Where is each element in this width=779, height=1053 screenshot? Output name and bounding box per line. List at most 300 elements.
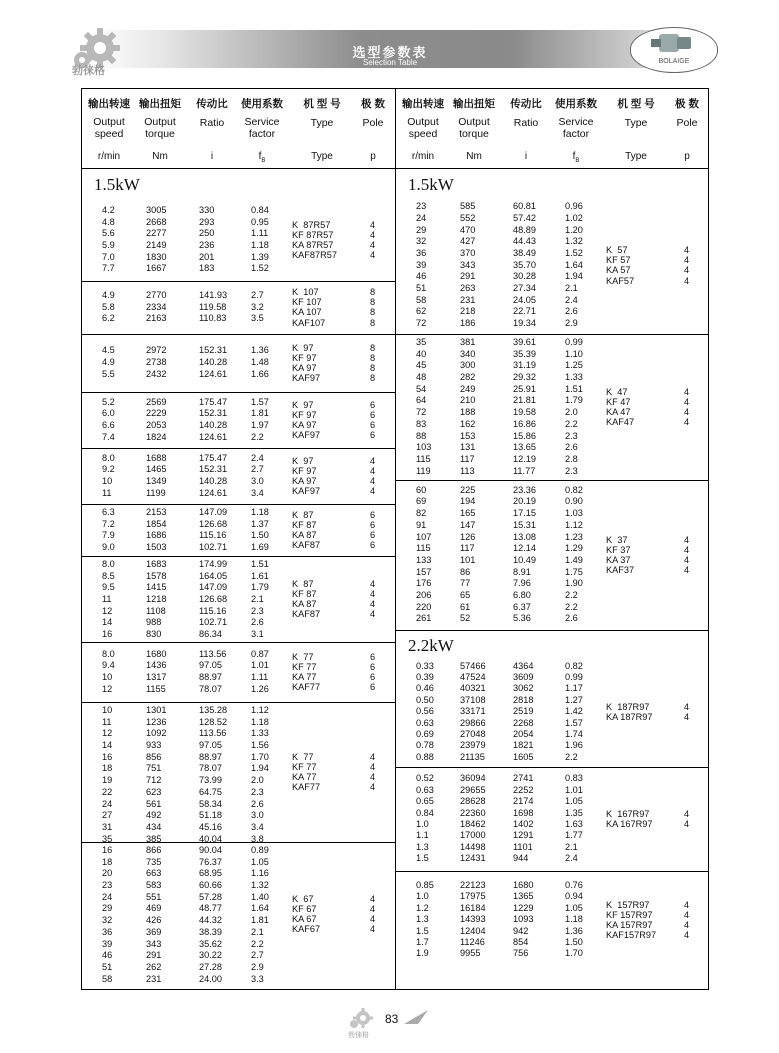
cell-ratio: 7.96 bbox=[513, 578, 531, 589]
cell-speed: 69 bbox=[416, 496, 427, 507]
table-row bbox=[396, 466, 709, 478]
cell-torque: 17975 bbox=[460, 891, 486, 902]
type-row bbox=[606, 276, 706, 286]
type-row bbox=[292, 456, 392, 466]
cell-speed: 7.7 bbox=[102, 263, 115, 274]
type-pole: 8 bbox=[370, 307, 376, 318]
cell-speed: 24 bbox=[102, 798, 113, 809]
cell-torque: 1688 bbox=[146, 452, 167, 463]
cell-torque: 17000 bbox=[460, 830, 486, 841]
cell-torque: 300 bbox=[460, 360, 476, 371]
cell-ratio: 152.31 bbox=[199, 345, 228, 356]
cell-factor: 2.2 bbox=[251, 938, 264, 949]
cell-torque: 1317 bbox=[146, 671, 167, 682]
group-types bbox=[606, 535, 706, 576]
cell-torque: 14498 bbox=[460, 841, 486, 852]
cell-factor: 0.87 bbox=[251, 648, 269, 659]
cell-ratio: 19.34 bbox=[513, 318, 536, 329]
cell-torque: 1155 bbox=[146, 683, 166, 694]
hdr-zh-factor: 使用系数 bbox=[241, 98, 283, 110]
cell-torque: 343 bbox=[460, 259, 476, 270]
cell-factor: 1.39 bbox=[251, 251, 269, 262]
type-pole: 4 bbox=[684, 396, 690, 407]
cell-speed: 0.39 bbox=[416, 672, 434, 683]
cell-torque: 3005 bbox=[146, 204, 167, 215]
cell-torque: 263 bbox=[460, 282, 476, 293]
table-row bbox=[396, 508, 709, 520]
type-pole: 4 bbox=[370, 475, 376, 486]
group-types bbox=[292, 287, 392, 328]
type-row bbox=[606, 930, 706, 940]
group-types bbox=[292, 343, 392, 384]
cell-speed: 22 bbox=[102, 786, 113, 797]
cell-ratio: 1821 bbox=[513, 740, 534, 751]
cell-speed: 5.8 bbox=[102, 301, 115, 312]
cell-torque: 40321 bbox=[460, 683, 486, 694]
group-types bbox=[292, 752, 392, 793]
type-name: KA 87R57 bbox=[292, 239, 334, 250]
cell-speed: 107 bbox=[416, 531, 432, 542]
power-heading: 1.5kW bbox=[94, 175, 140, 194]
cell-factor: 3.4 bbox=[251, 821, 264, 832]
table-row bbox=[396, 213, 709, 225]
cell-ratio: 27.34 bbox=[513, 282, 536, 293]
type-pole: 6 bbox=[370, 430, 376, 441]
type-pole: 8 bbox=[370, 297, 376, 308]
cell-factor: 2.8 bbox=[565, 453, 578, 464]
cell-torque: 22360 bbox=[460, 807, 486, 818]
hdr-unit-ratio: i bbox=[524, 151, 528, 162]
cell-ratio: 124.61 bbox=[199, 487, 228, 498]
cell-factor: 1.81 bbox=[251, 915, 269, 926]
table-row bbox=[396, 773, 709, 784]
type-pole: 8 bbox=[370, 373, 376, 384]
type-name: K 97 bbox=[292, 342, 314, 353]
cell-speed: 206 bbox=[416, 589, 432, 600]
cell-ratio: 1605 bbox=[513, 751, 534, 762]
cell-factor: 0.84 bbox=[251, 204, 269, 215]
cell-speed: 32 bbox=[102, 915, 113, 926]
table-row bbox=[396, 853, 709, 864]
type-name: K 187R97 bbox=[606, 701, 650, 712]
cell-torque: 194 bbox=[460, 496, 476, 507]
table-group bbox=[396, 767, 709, 871]
cell-speed: 24 bbox=[416, 212, 427, 223]
cell-ratio: 175.47 bbox=[199, 452, 228, 463]
cell-ratio: 88.97 bbox=[199, 751, 222, 762]
type-name: KAF57 bbox=[606, 275, 635, 286]
cell-ratio: 76.37 bbox=[199, 856, 222, 867]
cell-ratio: 2818 bbox=[513, 694, 534, 705]
cell-speed: 91 bbox=[416, 519, 427, 530]
cell-factor: 1.33 bbox=[565, 372, 583, 383]
cell-speed: 58 bbox=[102, 973, 113, 984]
type-row bbox=[292, 752, 392, 762]
table-row bbox=[396, 796, 709, 807]
cell-speed: 48 bbox=[416, 372, 427, 383]
cell-factor: 1.97 bbox=[251, 419, 269, 430]
cell-ratio: 19.58 bbox=[513, 407, 536, 418]
type-pole: 4 bbox=[684, 818, 690, 829]
group-types bbox=[292, 456, 392, 497]
type-name: KAF87 bbox=[292, 609, 321, 620]
cell-ratio: 152.31 bbox=[199, 464, 228, 475]
cell-ratio: 12.14 bbox=[513, 543, 536, 554]
page-subtitle: Selection Table bbox=[362, 58, 418, 67]
cell-factor: 1.52 bbox=[565, 247, 583, 258]
type-row bbox=[292, 287, 392, 297]
cell-factor: 1.05 bbox=[565, 796, 583, 807]
cell-speed: 29 bbox=[102, 903, 113, 914]
type-row bbox=[292, 540, 392, 550]
cell-ratio: 88.97 bbox=[199, 671, 222, 682]
cell-factor: 2.1 bbox=[565, 282, 578, 293]
cell-torque: 282 bbox=[460, 372, 476, 383]
cell-factor: 1.01 bbox=[565, 784, 583, 795]
type-pole: 6 bbox=[370, 651, 376, 662]
cell-ratio: 854 bbox=[513, 937, 529, 948]
cell-speed: 220 bbox=[416, 601, 432, 612]
cell-torque: 231 bbox=[460, 294, 476, 305]
cell-torque: 162 bbox=[460, 418, 476, 429]
type-row bbox=[292, 662, 392, 672]
cell-factor: 1.18 bbox=[251, 239, 269, 250]
cell-factor: 1.61 bbox=[251, 570, 269, 581]
cell-ratio: 126.68 bbox=[199, 518, 228, 529]
table-row bbox=[396, 496, 709, 508]
table-row bbox=[396, 602, 709, 614]
cell-ratio: 97.05 bbox=[199, 740, 222, 751]
cell-factor: 2.9 bbox=[251, 961, 264, 972]
type-pole: 6 bbox=[370, 519, 376, 530]
cell-factor: 1.27 bbox=[565, 694, 583, 705]
cell-speed: 5.6 bbox=[102, 228, 115, 239]
cell-ratio: 60.81 bbox=[513, 201, 536, 212]
brand-badge bbox=[630, 27, 718, 73]
hdr-zh-pole: 极 数 bbox=[361, 98, 385, 110]
cell-speed: 1.3 bbox=[416, 841, 429, 852]
cell-speed: 31 bbox=[102, 821, 113, 832]
cell-torque: 1236 bbox=[146, 716, 167, 727]
cell-ratio: 147.09 bbox=[199, 507, 228, 517]
cell-ratio: 1680 bbox=[513, 880, 534, 891]
cell-factor: 1.05 bbox=[565, 902, 583, 913]
cell-ratio: 152.31 bbox=[199, 408, 228, 419]
cell-ratio: 22.71 bbox=[513, 306, 536, 317]
table-row bbox=[82, 868, 395, 880]
table-row bbox=[396, 740, 709, 751]
cell-torque: 1301 bbox=[146, 705, 167, 715]
cell-factor: 3.5 bbox=[251, 313, 264, 324]
type-row bbox=[292, 230, 392, 240]
type-row bbox=[292, 343, 392, 353]
type-row bbox=[292, 400, 392, 410]
hdr-en-pole: Pole bbox=[676, 117, 698, 129]
type-row bbox=[606, 712, 706, 722]
type-row bbox=[292, 924, 392, 934]
cell-factor: 1.36 bbox=[251, 345, 269, 356]
type-row bbox=[292, 894, 392, 904]
cell-ratio: 35.70 bbox=[513, 259, 536, 270]
cell-torque: 23979 bbox=[460, 740, 486, 751]
cell-speed: 4.8 bbox=[102, 216, 115, 227]
cell-ratio: 35.62 bbox=[199, 938, 222, 949]
cell-ratio: 293 bbox=[199, 216, 215, 227]
cell-factor: 1.51 bbox=[565, 383, 583, 394]
type-pole: 4 bbox=[370, 751, 376, 762]
cell-speed: 14 bbox=[102, 617, 113, 628]
cell-ratio: 51.18 bbox=[199, 810, 222, 821]
cell-speed: 0.85 bbox=[416, 880, 434, 891]
cell-ratio: 124.61 bbox=[199, 368, 228, 379]
cell-torque: 126 bbox=[460, 531, 476, 542]
type-pole: 4 bbox=[684, 245, 690, 256]
type-name: KA 87 bbox=[292, 598, 317, 609]
cell-torque: 101 bbox=[460, 554, 476, 565]
hdr-unit-speed: r/min bbox=[97, 151, 121, 162]
cell-factor: 1.69 bbox=[251, 542, 269, 553]
cell-factor: 3.3 bbox=[251, 973, 264, 984]
cell-ratio: 2054 bbox=[513, 729, 534, 740]
table-group bbox=[82, 281, 395, 334]
cell-torque: 1854 bbox=[146, 518, 167, 529]
cell-factor: 2.2 bbox=[251, 431, 264, 442]
cell-torque: 2972 bbox=[146, 345, 167, 356]
cell-factor: 1.42 bbox=[565, 706, 583, 717]
cell-factor: 2.3 bbox=[251, 786, 264, 797]
type-name: K 87R57 bbox=[292, 219, 331, 230]
cell-torque: 29655 bbox=[460, 784, 486, 795]
cell-factor: 1.57 bbox=[251, 396, 269, 407]
cell-torque: 1218 bbox=[146, 594, 167, 605]
cell-speed: 12 bbox=[102, 728, 113, 739]
type-pole: 4 bbox=[684, 534, 690, 545]
cell-speed: 23 bbox=[102, 880, 113, 891]
cell-speed: 16 bbox=[102, 629, 113, 640]
cell-speed: 0.50 bbox=[416, 694, 434, 705]
hdr-en-type: Type bbox=[310, 117, 334, 129]
type-pole: 4 bbox=[684, 544, 690, 555]
cell-torque: 16184 bbox=[460, 902, 486, 913]
table-row bbox=[396, 360, 709, 372]
type-name: KA 157R97 bbox=[606, 919, 653, 930]
cell-speed: 4.9 bbox=[102, 289, 115, 300]
type-pole: 4 bbox=[370, 598, 376, 609]
type-row bbox=[606, 417, 706, 427]
cell-factor: 2.3 bbox=[565, 430, 578, 441]
group-types bbox=[606, 387, 706, 428]
cell-ratio: 102.71 bbox=[199, 542, 228, 553]
type-name: KF 97 bbox=[292, 409, 317, 420]
table-row bbox=[396, 431, 709, 443]
page-arrow-icon bbox=[404, 1010, 428, 1024]
cell-speed: 7.0 bbox=[102, 251, 115, 262]
type-row bbox=[292, 307, 392, 317]
cell-speed: 9.5 bbox=[102, 582, 115, 593]
type-row bbox=[292, 353, 392, 363]
table-row bbox=[396, 672, 709, 683]
type-pole: 4 bbox=[684, 808, 690, 819]
cell-torque: 551 bbox=[146, 891, 162, 902]
cell-ratio: 164.05 bbox=[199, 570, 228, 581]
selection-table bbox=[81, 88, 709, 990]
cell-speed: 0.84 bbox=[416, 807, 434, 818]
cell-factor: 3.2 bbox=[251, 301, 264, 312]
table-row bbox=[82, 857, 395, 869]
type-row bbox=[606, 555, 706, 565]
cell-ratio: 25.91 bbox=[513, 383, 536, 394]
cell-speed: 1.2 bbox=[416, 902, 429, 913]
cell-torque: 61 bbox=[460, 601, 471, 612]
hdr-zh-type: 机 型 号 bbox=[303, 98, 341, 110]
table-group bbox=[396, 334, 709, 480]
type-pole: 4 bbox=[370, 486, 376, 497]
type-name: KA 107 bbox=[292, 307, 322, 318]
type-row bbox=[292, 466, 392, 476]
cell-speed: 35 bbox=[102, 833, 113, 844]
group-types bbox=[292, 579, 392, 620]
cell-speed: 7.2 bbox=[102, 518, 115, 529]
cell-torque: 340 bbox=[460, 348, 476, 359]
cell-speed: 20 bbox=[102, 868, 113, 879]
cell-ratio: 140.28 bbox=[199, 475, 228, 486]
type-row bbox=[292, 599, 392, 609]
type-row bbox=[606, 910, 706, 920]
cell-speed: 176 bbox=[416, 578, 432, 589]
cell-factor: 1.77 bbox=[565, 830, 583, 841]
cell-factor: 2.3 bbox=[251, 605, 264, 616]
cell-ratio: 102.71 bbox=[199, 617, 228, 628]
right-column bbox=[396, 89, 709, 989]
cell-speed: 6.2 bbox=[102, 313, 115, 324]
cell-factor: 3.1 bbox=[251, 629, 264, 640]
cell-factor: 1.48 bbox=[251, 357, 269, 368]
type-pole: 6 bbox=[370, 540, 376, 551]
type-row bbox=[292, 589, 392, 599]
group-types bbox=[606, 702, 706, 722]
cell-factor: 1.26 bbox=[251, 683, 269, 694]
cell-factor: 2.6 bbox=[565, 613, 578, 624]
cell-ratio: 86.34 bbox=[199, 629, 222, 640]
cell-ratio: 57.42 bbox=[513, 212, 536, 223]
cell-ratio: 147.09 bbox=[199, 582, 228, 593]
table-group bbox=[82, 334, 395, 392]
cell-factor: 2.4 bbox=[565, 294, 578, 305]
group-types bbox=[292, 652, 392, 693]
cell-ratio: 40.04 bbox=[199, 833, 222, 844]
header-banner bbox=[90, 30, 690, 68]
cell-speed: 1.9 bbox=[416, 948, 429, 959]
cell-torque: 1465 bbox=[146, 464, 167, 475]
group-types bbox=[292, 894, 392, 935]
cell-factor: 2.2 bbox=[565, 418, 578, 429]
type-name: K 67 bbox=[292, 893, 314, 904]
cell-torque: 27048 bbox=[460, 729, 486, 740]
hdr-zh-torque: 输出扭矩 bbox=[139, 98, 181, 110]
type-row bbox=[292, 609, 392, 619]
cell-ratio: 27.28 bbox=[199, 961, 222, 972]
type-name: KA 37 bbox=[606, 554, 631, 565]
type-name: KF 77 bbox=[292, 661, 317, 672]
cell-factor: 1.64 bbox=[565, 259, 583, 270]
type-row bbox=[292, 682, 392, 692]
cell-factor: 2.1 bbox=[251, 594, 264, 605]
cell-torque: 343 bbox=[146, 938, 162, 949]
cell-ratio: 140.28 bbox=[199, 357, 228, 368]
cell-speed: 39 bbox=[102, 938, 113, 949]
cell-torque: 751 bbox=[146, 763, 162, 774]
cell-factor: 1.37 bbox=[251, 518, 269, 529]
cell-torque: 933 bbox=[146, 740, 162, 751]
hdr-en-torque: Output torque bbox=[144, 116, 176, 140]
table-row bbox=[396, 578, 709, 590]
type-row bbox=[292, 297, 392, 307]
cell-torque: 830 bbox=[146, 629, 162, 640]
hdr-zh-type: 机 型 号 bbox=[617, 98, 655, 110]
table-row bbox=[396, 842, 709, 853]
hdr-unit-factor: $f_B$ bbox=[572, 151, 580, 164]
type-row bbox=[292, 476, 392, 486]
cell-factor: 1.70 bbox=[251, 751, 269, 762]
type-row bbox=[292, 486, 392, 496]
cell-torque: 2334 bbox=[146, 301, 167, 312]
cell-torque: 225 bbox=[460, 484, 476, 495]
type-row bbox=[606, 255, 706, 265]
cell-torque: 434 bbox=[146, 821, 162, 832]
cell-torque: 2668 bbox=[146, 216, 167, 227]
cell-speed: 10 bbox=[102, 705, 113, 715]
cell-ratio: 236 bbox=[199, 239, 215, 250]
group-types bbox=[292, 220, 392, 261]
cell-torque: 218 bbox=[460, 306, 476, 317]
type-row bbox=[606, 535, 706, 545]
cell-ratio: 29.32 bbox=[513, 372, 536, 383]
cell-factor: 1.20 bbox=[565, 224, 583, 235]
type-pole: 4 bbox=[370, 913, 376, 924]
cell-torque: 427 bbox=[460, 236, 476, 247]
type-name: K 167R97 bbox=[606, 808, 650, 819]
cell-ratio: 48.77 bbox=[199, 903, 222, 914]
cell-speed: 72 bbox=[416, 318, 427, 329]
cell-speed: 115 bbox=[416, 453, 431, 464]
cell-torque: 113 bbox=[460, 465, 475, 476]
cell-ratio: 13.65 bbox=[513, 442, 536, 453]
type-pole: 4 bbox=[684, 711, 690, 722]
cell-speed: 0.88 bbox=[416, 751, 434, 762]
cell-torque: 381 bbox=[460, 337, 476, 347]
table-row bbox=[82, 717, 395, 729]
cell-torque: 856 bbox=[146, 751, 162, 762]
cell-ratio: 38.39 bbox=[199, 926, 222, 937]
type-name: KF 97 bbox=[292, 465, 317, 476]
type-row bbox=[606, 900, 706, 910]
cell-factor: 2.3 bbox=[565, 465, 578, 476]
hdr-unit-factor: $f_B$ bbox=[258, 151, 266, 164]
hdr-zh-torque: 输出扭矩 bbox=[453, 98, 495, 110]
cell-factor: 1.17 bbox=[565, 683, 583, 694]
cell-torque: 57466 bbox=[460, 660, 486, 671]
type-name: K 107 bbox=[292, 287, 319, 298]
type-pole: 6 bbox=[370, 529, 376, 540]
cell-torque: 188 bbox=[460, 407, 476, 418]
cell-torque: 18462 bbox=[460, 818, 486, 829]
type-row bbox=[606, 809, 706, 819]
cell-torque: 561 bbox=[146, 798, 162, 809]
hdr-en-torque: Output torque bbox=[458, 116, 490, 140]
group-types bbox=[292, 510, 392, 551]
type-name: K 87 bbox=[292, 578, 314, 589]
cell-torque: 165 bbox=[460, 508, 476, 519]
